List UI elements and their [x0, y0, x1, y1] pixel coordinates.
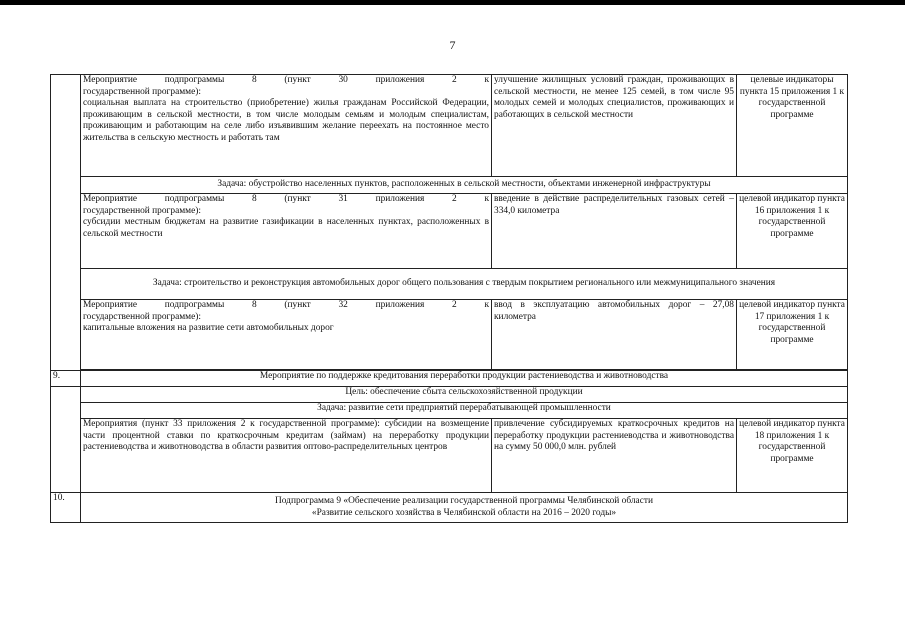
- task-heading: Задача: обустройство населенных пунктов, расположенных в сельской местности, объектами инженерной инфраструктуры: [81, 177, 848, 194]
- table-row: [51, 194, 848, 269]
- goal-heading: Цель: обеспечение сбыта сельскохозяйственной продукции: [81, 387, 848, 403]
- task-row: [51, 403, 848, 419]
- section-title-line: «Развитие сельского хозяйства в Челябинской области на 2016 – 2020 годы»: [311, 507, 617, 518]
- result-cell: введение в действие распределительных газовых сетей – 334,0 километра: [492, 194, 737, 269]
- task-row: [51, 177, 848, 194]
- indicator-cell: целевой индикатор пункта 16 приложения 1 к государственной программе: [737, 194, 848, 269]
- activity-cell: [81, 75, 492, 177]
- section-number: 10.: [51, 493, 81, 523]
- activity-heading: Мероприятие подпрограммы 8 (пункт 32 приложения 2 к: [83, 300, 489, 310]
- result-cell: привлечение субсидируемых краткосрочных кредитов на переработку продукции растениеводства и животноводства на сумму 50 000,0 млн. рублей: [492, 419, 737, 493]
- section-row: [51, 493, 848, 523]
- result-cell: ввод в эксплуатацию автомобильных дорог – 27,08 километра: [492, 300, 737, 370]
- indicator-cell: целевые индикаторы пункта 15 приложения 1 к государственной программе: [737, 75, 848, 177]
- section-row: [51, 371, 848, 387]
- program-table: [50, 74, 848, 523]
- row-number-cell: [51, 75, 81, 371]
- activity-heading-cont: государственной программе):: [83, 86, 201, 97]
- task-row: [51, 269, 848, 300]
- activity-heading-cont: государственной программе):: [83, 311, 201, 322]
- goal-row: [51, 387, 848, 403]
- section-number: 9.: [51, 371, 81, 387]
- top-border-bar: [0, 0, 905, 5]
- activity-text: капитальные вложения на развитие сети автомобильных дорог: [83, 323, 334, 334]
- section-title: Мероприятие по поддержке кредитования переработки продукции растениеводства и животноводства: [81, 371, 848, 387]
- task-heading: Задача: строительство и реконструкция автомобильных дорог общего пользования с твердым покрытием регионального или межмуниципального значения: [81, 269, 848, 300]
- indicator-cell: целевой индикатор пункта 17 приложения 1 к государственной программе: [737, 300, 848, 370]
- activity-heading: Мероприятие подпрограммы 8 (пункт 31 приложения 2 к: [83, 194, 489, 204]
- section-title: [81, 493, 848, 523]
- indicator-cell: целевой индикатор пункта 18 приложения 1 к государственной программе: [737, 419, 848, 493]
- activity-heading: Мероприятие подпрограммы 8 (пункт 30 приложения 2 к: [83, 75, 489, 85]
- activity-cell: Мероприятия (пункт 33 приложения 2 к государственной программе): субсидии на возмещение части процентной ставки по краткосрочным кредитам (займам) на переработку продукции растениеводства и животноводства в области развития оптово-распределительных центров: [81, 419, 492, 493]
- section-title-line: Подпрограмма 9 «Обеспечение реализации государственной программы Челябинской области: [275, 495, 653, 506]
- row-number-cell: [51, 387, 81, 493]
- task-heading: Задача: развитие сети предприятий перерабатывающей промышленности: [81, 403, 848, 419]
- table-row: [51, 300, 848, 370]
- page-number: 7: [449, 38, 456, 52]
- activity-text: субсидии местным бюджетам на развитие газификации в населенных пунктах, расположенных в сельской местности: [83, 217, 489, 239]
- activity-cell: [81, 194, 492, 269]
- activity-text: социальная выплата на строительство (приобретение) жилья гражданам Российской Федерации, проживающим в сельской местности, в том числе молодым семьям и молодым специалистам, проживающим и работающим на селе либо изъявившим желание переехать на постоянное место жительства в сельскую местность и работать там: [83, 98, 489, 143]
- activity-cell: [81, 300, 492, 370]
- activity-heading-cont: государственной программе):: [83, 205, 201, 216]
- table-row: [51, 419, 848, 493]
- table-row: [51, 75, 848, 177]
- result-cell: улучшение жилищных условий граждан, проживающих в сельской местности, не менее 125 семей, в том числе 95 молодых семей и молодых специалистов, проживающих и работающих в сельской местности: [492, 75, 737, 177]
